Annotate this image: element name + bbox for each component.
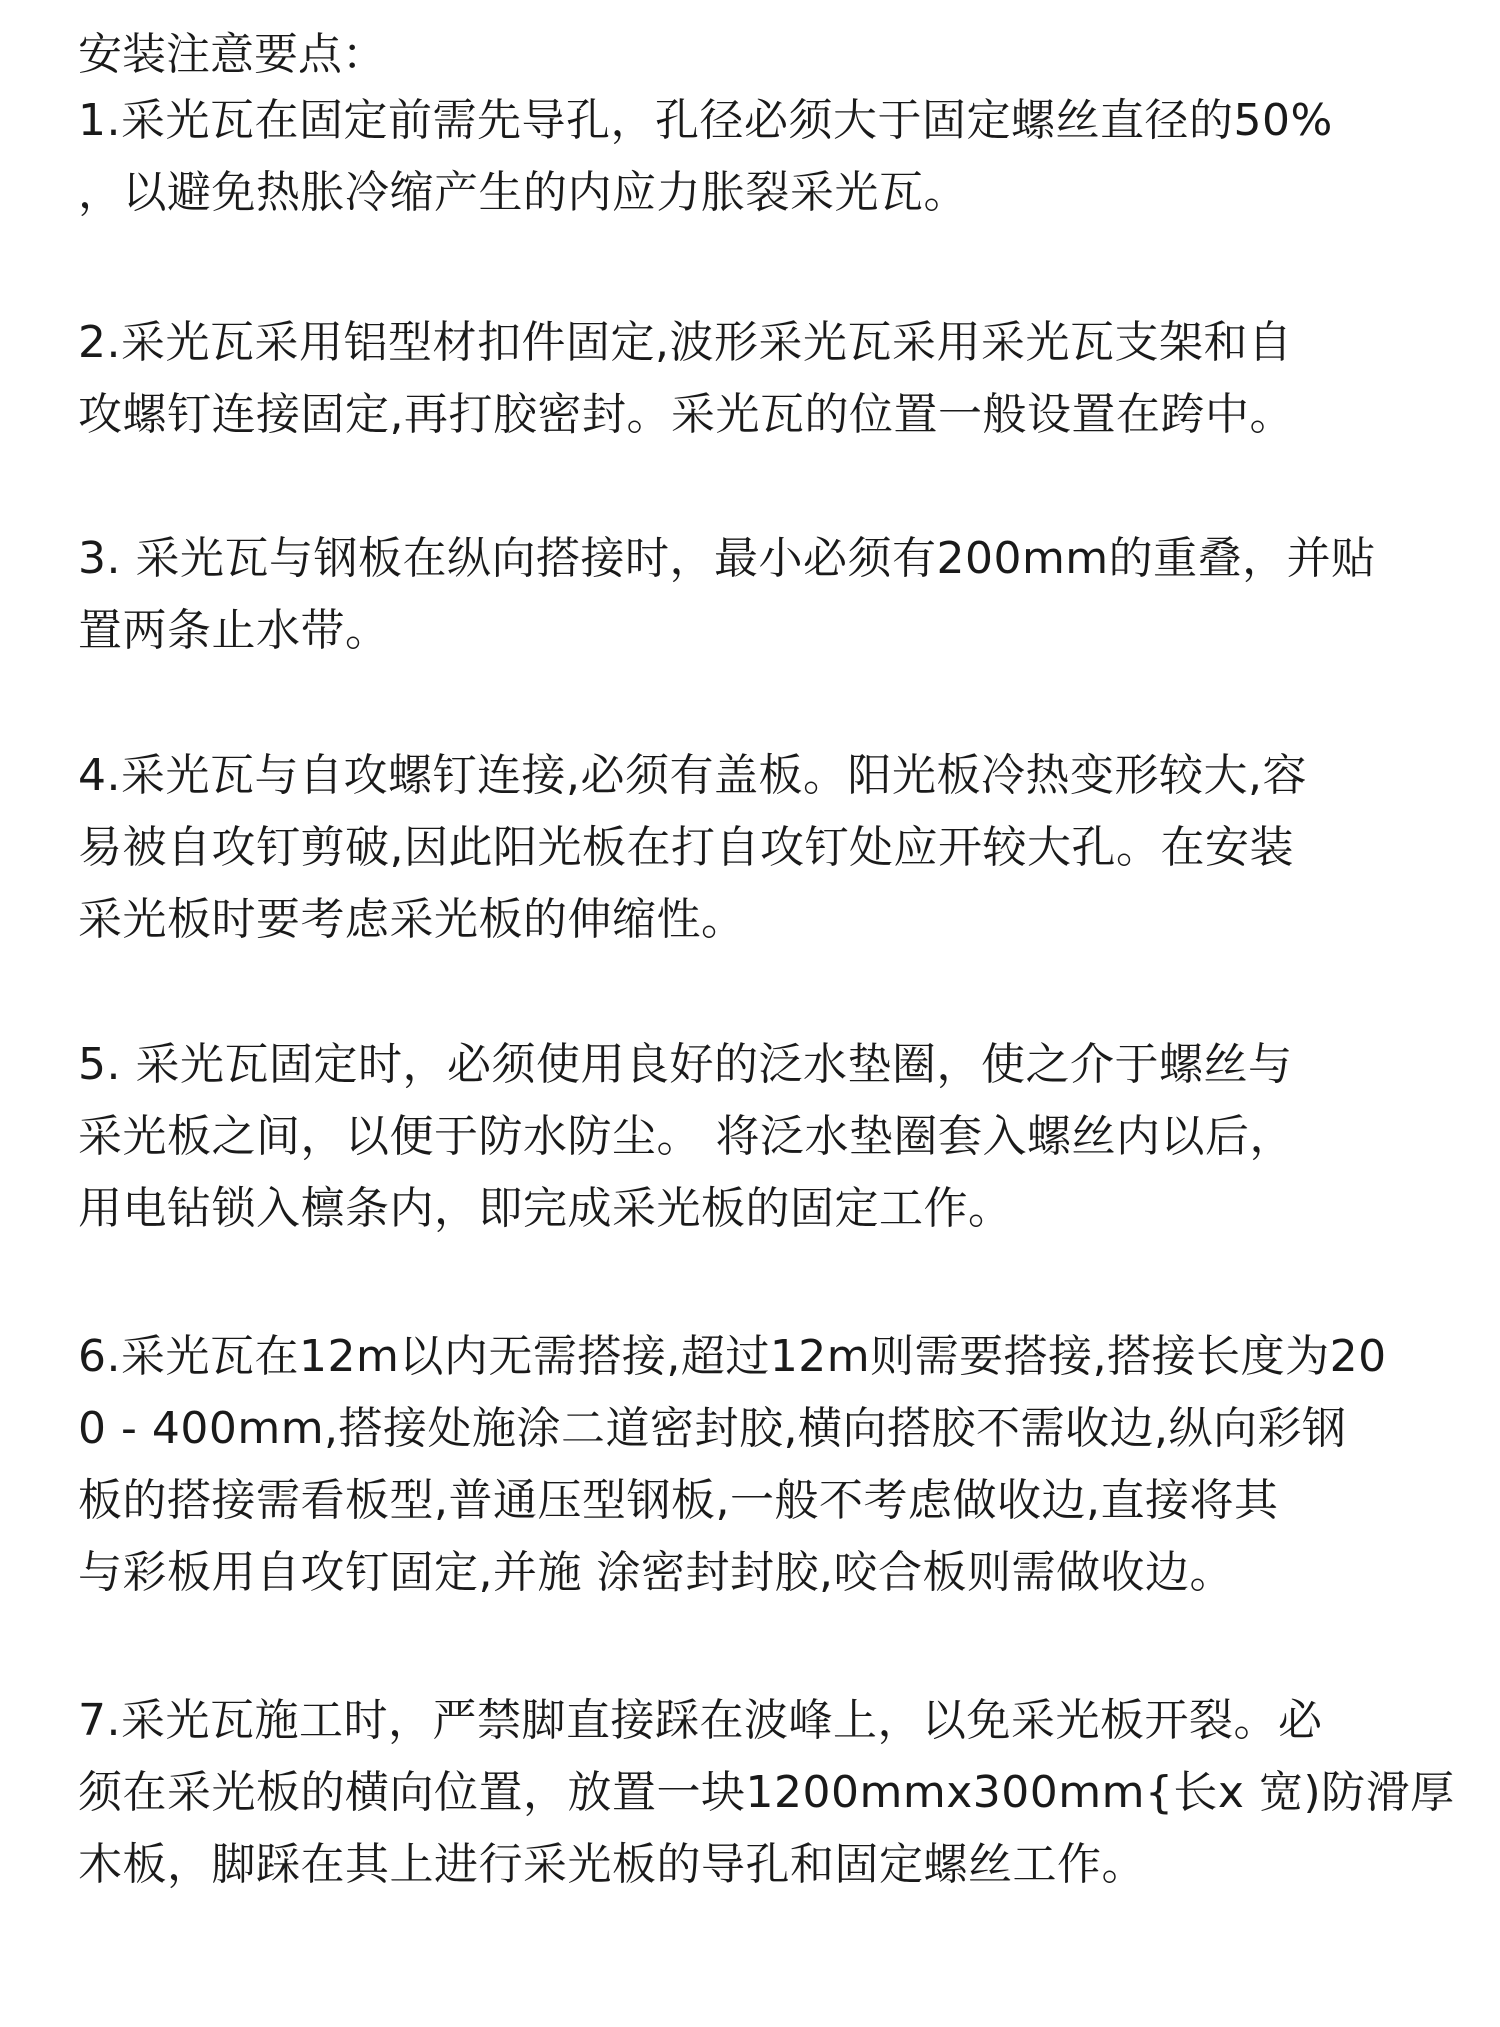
note-line: 板的搭接需看板型,普通压型钢板,一般不考虑做收边,直接将其 bbox=[78, 1475, 1279, 1526]
note-line: 用电钻锁入檩条内，即完成采光板的固定工作。 bbox=[78, 1183, 1013, 1234]
note-line: 6.采光瓦在12m以内无需搭接,超过12m则需要搭接,搭接长度为20 bbox=[78, 1331, 1387, 1382]
note-line: 采光板时要考虑采光板的伸缩性。 bbox=[78, 894, 746, 945]
note-line: ，以避免热胀冷缩产生的内应力胀裂采光瓦。 bbox=[78, 167, 968, 218]
note-line: 7.采光瓦施工时，严禁脚直接踩在波峰上，以免采光板开裂。必 bbox=[78, 1695, 1323, 1746]
document-heading: 安装注意要点： bbox=[78, 29, 386, 80]
note-line: 木板，脚踩在其上进行采光板的导孔和固定螺丝工作。 bbox=[78, 1839, 1146, 1890]
note-line: 与彩板用自攻钉固定,并施 涂密封封胶,咬合板则需做收边。 bbox=[78, 1547, 1234, 1598]
note-line: 5. 采光瓦固定时，必须使用良好的泛水垫圈，使之介于螺丝与 bbox=[78, 1039, 1293, 1090]
note-line: 1.采光瓦在固定前需先导孔，孔径必须大于固定螺丝直径的50% bbox=[78, 95, 1333, 146]
note-line: 攻螺钉连接固定,再打胶密封。采光瓦的位置一般设置在跨中。 bbox=[78, 389, 1294, 440]
note-line: 置两条止水带。 bbox=[78, 605, 390, 656]
note-line: 0 - 400mm,搭接处施涂二道密封胶,横向搭胶不需收边,纵向彩钢 bbox=[78, 1403, 1347, 1454]
note-line: 须在采光板的横向位置，放置一块1200mmx300mm{长x 宽)防滑厚 bbox=[78, 1767, 1455, 1818]
note-line: 3. 采光瓦与钢板在纵向搭接时，最小必须有200mm的重叠，并贴 bbox=[78, 533, 1376, 584]
note-line: 2.采光瓦采用铝型材扣件固定,波形采光瓦采用采光瓦支架和自 bbox=[78, 317, 1293, 368]
note-line: 4.采光瓦与自攻螺钉连接,必须有盖板。阳光板冷热变形较大,容 bbox=[78, 750, 1307, 801]
note-line: 易被自攻钉剪破,因此阳光板在打自攻钉处应开较大孔。在安装 bbox=[78, 822, 1294, 873]
note-line: 采光板之间，以便于防水防尘。 将泛水垫圈套入螺丝内以后， bbox=[78, 1111, 1294, 1162]
